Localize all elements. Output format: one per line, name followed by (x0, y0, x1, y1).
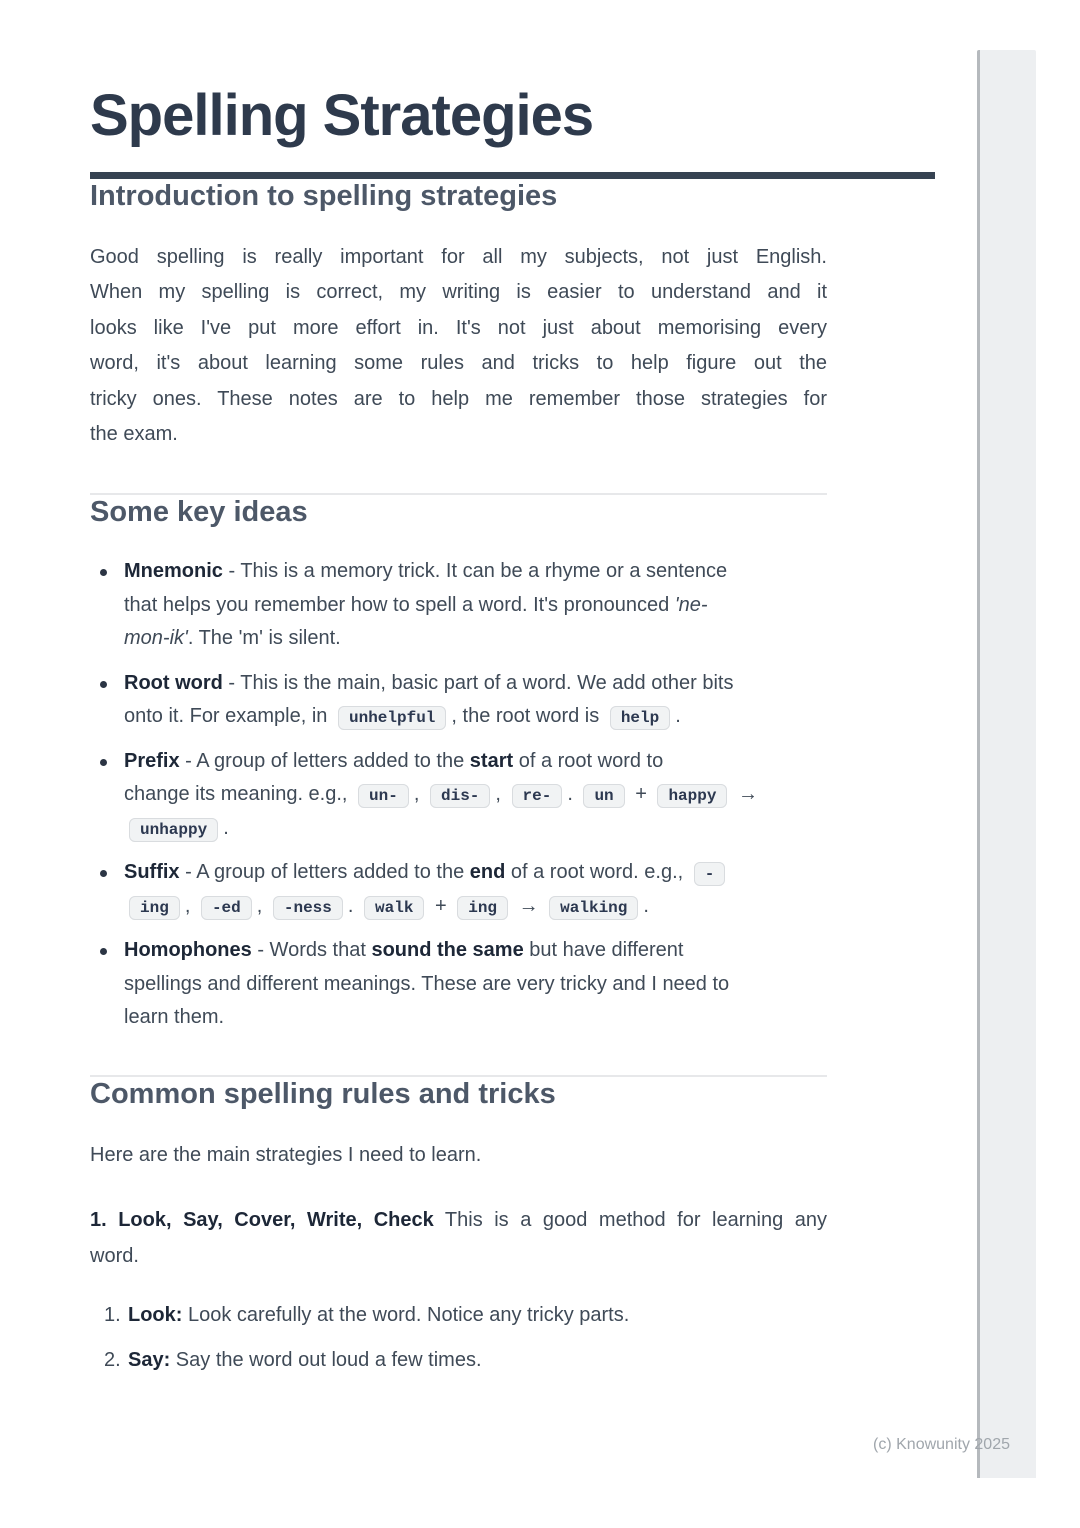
list-item-root-word: Root word - This is the main, basic part of a word. We add other bits onto it. For example, in unhelpful , the root word is help . (90, 667, 827, 734)
code-chip: walking (549, 896, 638, 920)
bold-text: Root word (124, 671, 223, 694)
code-chip: happy (657, 784, 727, 808)
scrollbar-track[interactable] (977, 50, 1036, 1478)
step-text: Look: Look carefully at the word. Notice any tricky parts. (128, 1304, 630, 1327)
key-ideas-list (90, 555, 827, 1035)
paragraph-last-line: the exam. (90, 423, 178, 446)
paragraph-last-line: word. (90, 1244, 139, 1267)
italic-text: 'ne- (674, 593, 708, 616)
step-say (90, 1343, 827, 1377)
step-number: 2. (104, 1349, 121, 1372)
rules-intro-paragraph: Here are the main strategies I need to learn. (90, 1143, 482, 1166)
bold-text: Say: (128, 1349, 171, 1372)
list-item-prefix: Prefix - A group of letters added to the start of a root word to change its meaning. e.g., un- , dis- , re- . un + happy → unhappy . (90, 745, 827, 846)
copyright-watermark: (c) Knowunity 2025 (873, 1436, 1010, 1453)
page-title: Spelling Strategies (90, 83, 594, 148)
document-content (90, 179, 827, 1377)
section-heading-introduction: Introduction to spelling strategies (90, 179, 558, 212)
list-item-suffix: Suffix - A group of letters added to the end of a root word. e.g., - ing , -ed , -ness . walk + ing → walking . (90, 856, 827, 923)
bold-text: start (469, 749, 514, 772)
step-look (90, 1298, 827, 1332)
code-chip: unhelpful (338, 706, 446, 730)
bold-text: Suffix (124, 861, 180, 884)
code-chip: dis- (430, 784, 490, 808)
bold-text: Prefix (124, 749, 180, 772)
bold-text: 1. Look, Say, Cover, Write, Check (90, 1209, 434, 1232)
code-chip: re- (512, 784, 563, 808)
code-chip: -ed (201, 896, 252, 920)
code-chip: - (694, 862, 726, 886)
code-chip: ing (129, 896, 180, 920)
code-chip: help (610, 706, 670, 730)
section-heading-rules: Common spelling rules and tricks (90, 1077, 556, 1110)
title-rule (90, 172, 935, 179)
list-item-mnemonic: Mnemonic - This is a memory trick. It can be a rhyme or a sentence that helps you remember how to spell a word. It's pronounced 'ne- mon-ik'. The 'm' is silent. (90, 555, 827, 656)
code-chip: unhappy (129, 818, 218, 842)
code-chip: un (583, 784, 624, 808)
step-text: Say: Say the word out loud a few times. (128, 1349, 482, 1372)
bold-text: Mnemonic (124, 560, 223, 583)
bold-text: Homophones (124, 939, 252, 962)
code-chip: walk (364, 896, 424, 920)
method-lead-paragraph: 1. Look, Say, Cover, Write, Check This is a good method for learning any word. (90, 1203, 827, 1274)
list-item-homophones: Homophones - Words that sound the same but have different spellings and different meanings. These are very tricky and I need to learn them. (90, 934, 827, 1035)
intro-paragraph: Good spelling is really important for all my subjects, not just English. When my spelling is correct, my writing is easier to understand and it looks like I've put more effort in. It's not just about memorising every word, it's about learning some rules and tricks to help figure out the tricky ones. These notes are to help me remember those strategies for the exam. (90, 240, 827, 453)
steps-list (90, 1298, 827, 1377)
bold-text: sound the same (371, 939, 524, 962)
bold-text: Look: (128, 1304, 183, 1327)
code-chip: un- (358, 784, 409, 808)
step-number: 1. (104, 1304, 121, 1327)
section-heading-key-ideas: Some key ideas (90, 495, 308, 528)
bold-text: end (469, 861, 506, 884)
code-chip: -ness (273, 896, 343, 920)
document-page (90, 0, 935, 1388)
italic-text: mon-ik' (124, 627, 188, 650)
code-chip: ing (457, 896, 508, 920)
